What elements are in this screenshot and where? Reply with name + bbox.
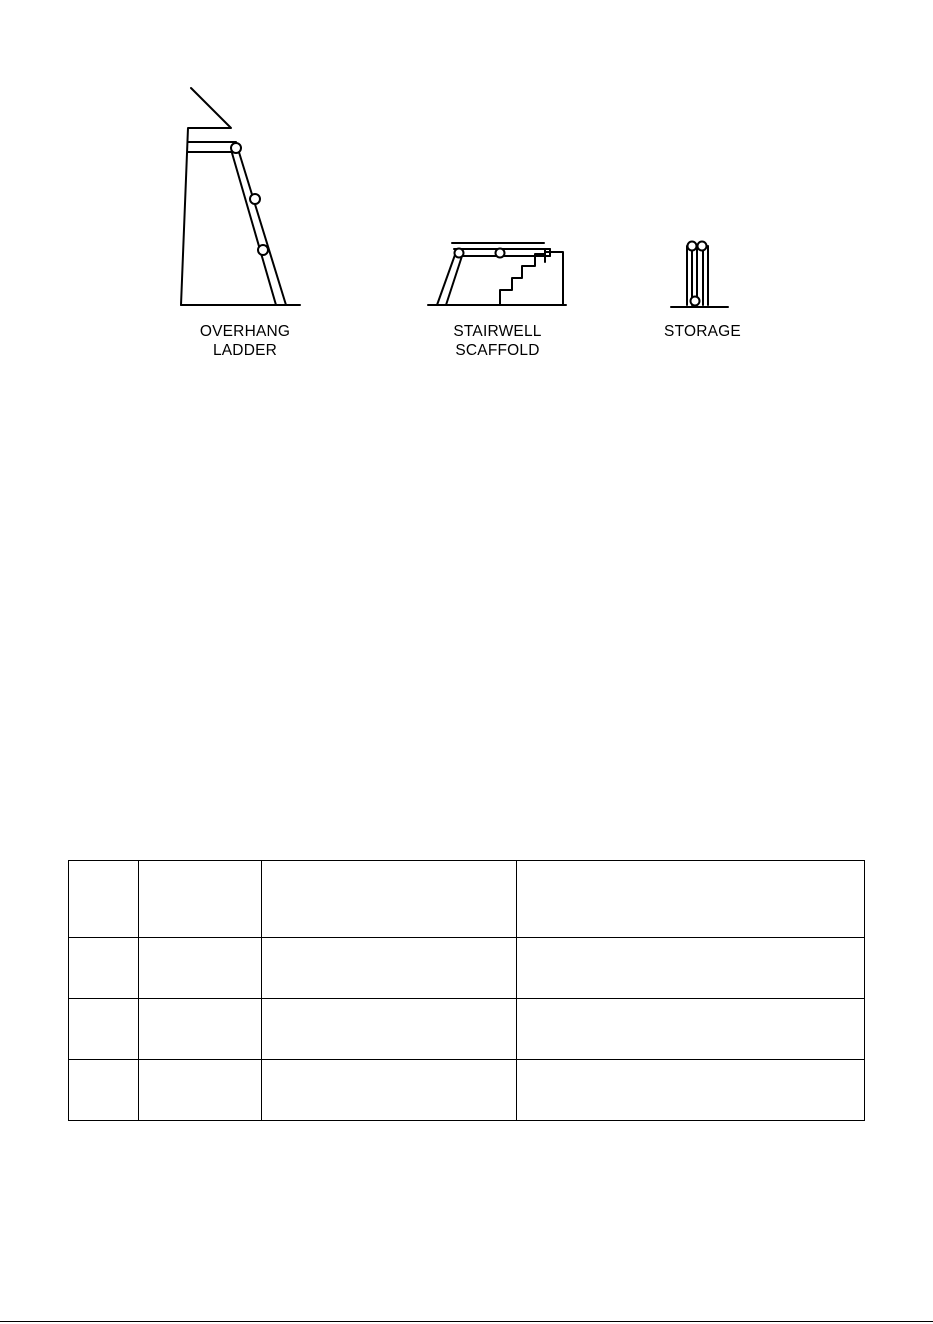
table-row [69, 861, 865, 938]
stairwell-scaffold-drawing [428, 243, 566, 305]
caption-line: SCAFFOLD [455, 342, 540, 359]
table-cell [69, 861, 139, 938]
table-cell [517, 1060, 865, 1121]
caption-line: STORAGE [664, 323, 741, 340]
table-cell [262, 938, 517, 999]
table-cell [69, 938, 139, 999]
table-cell [517, 999, 865, 1060]
table-cell [139, 938, 262, 999]
table-cell [69, 1060, 139, 1121]
storage-drawing [671, 242, 728, 308]
empty-form-table [68, 860, 865, 1121]
storage-caption [650, 322, 755, 341]
caption-line: LADDER [212, 342, 278, 359]
table-cell [262, 1060, 517, 1121]
table-cell [69, 999, 139, 1060]
overhang-ladder-caption [180, 322, 310, 360]
table-row [69, 1060, 865, 1121]
table-cell [517, 938, 865, 999]
caption-line: STAIRWELL [453, 323, 542, 340]
table-cell [262, 861, 517, 938]
overhang-ladder-drawing [181, 88, 300, 305]
caption-line: OVERHANG [199, 323, 291, 340]
table-cell [517, 861, 865, 938]
stairwell-scaffold-caption [430, 322, 565, 360]
table-cell [139, 861, 262, 938]
table-row [69, 938, 865, 999]
page-bottom-rule [0, 1321, 933, 1322]
table-cell [139, 999, 262, 1060]
table-cell [139, 1060, 262, 1121]
table-row [69, 999, 865, 1060]
table-cell [262, 999, 517, 1060]
